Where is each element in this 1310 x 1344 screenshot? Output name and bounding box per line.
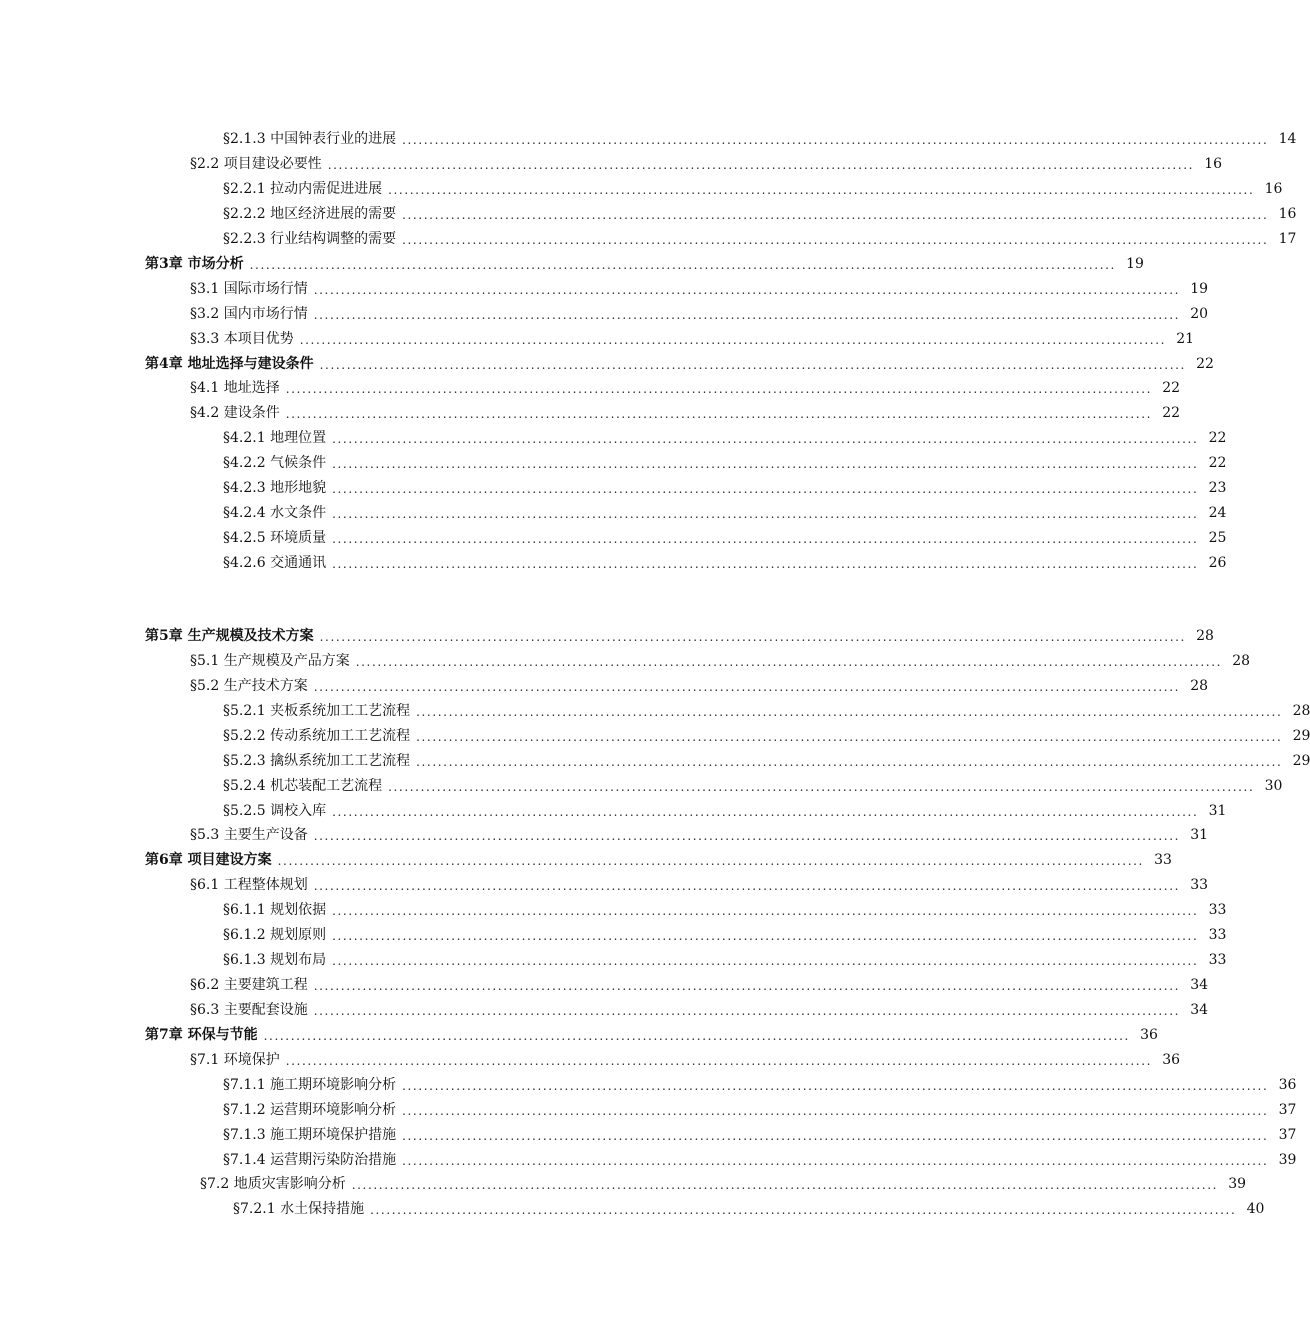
toc-entry-page-number: 33 (1208, 952, 1227, 968)
toc-entry-page-number: 21 (1176, 331, 1195, 347)
dot-leader: ................................................................................................................................................................ (332, 805, 1199, 819)
toc-entry-page-number: 19 (1190, 281, 1209, 297)
toc-entry-title: 第4章 地址选择与建设条件 (145, 356, 314, 372)
toc-entry-page-number: 39 (1228, 1176, 1247, 1192)
toc-entry-title: §7.2.1 水土保持措施 (233, 1201, 365, 1217)
toc-entry-title: §7.2 地质灾害影响分析 (200, 1176, 346, 1192)
dot-leader: ................................................................................................................................................................ (285, 382, 1153, 396)
toc-section-entry[interactable] (223, 698, 1310, 720)
toc-entry-title: 第3章 市场分析 (145, 256, 244, 272)
dot-leader: ................................................................................................................................................................ (351, 1178, 1219, 1192)
dot-leader: ................................................................................................................................................................ (285, 1054, 1153, 1068)
dot-leader: ................................................................................................................................................................ (285, 407, 1153, 421)
toc-entry-title: §5.2.2 传动系统加工工艺流程 (223, 728, 411, 744)
dot-leader: ................................................................................................................................................................ (263, 1029, 1130, 1043)
toc-chapter-entry[interactable] (145, 1022, 1158, 1044)
toc-entry-title: §4.2 建设条件 (190, 405, 280, 421)
toc-entry-page-number: 37 (1278, 1127, 1297, 1143)
toc-entry-page-number: 22 (1208, 455, 1227, 471)
toc-section-entry[interactable] (190, 301, 1209, 323)
dot-leader: ................................................................................................................................................................ (332, 532, 1199, 546)
toc-entry-title: §2.1.3 中国钟表行业的进展 (223, 131, 397, 147)
toc-entry-title: §3.3 本项目优势 (190, 331, 294, 347)
toc-entry-page-number: 26 (1208, 555, 1227, 571)
toc-section-entry[interactable] (223, 748, 1310, 770)
dot-leader: ................................................................................................................................................................ (402, 208, 1269, 222)
dot-leader: ................................................................................................................................................................ (332, 929, 1199, 943)
dot-leader: ................................................................................................................................................................ (402, 1104, 1269, 1118)
dot-leader: ................................................................................................................................................................ (299, 333, 1167, 347)
toc-entry-page-number: 29 (1292, 753, 1310, 769)
toc-entry-title: §5.1 生产规模及产品方案 (190, 653, 350, 669)
toc-entry-title: §4.2.3 地形地貌 (223, 480, 327, 496)
toc-entry-title: §5.2.4 机芯装配工艺流程 (223, 778, 383, 794)
toc-entry-title: §3.2 国内市场行情 (190, 306, 308, 322)
dot-leader: ................................................................................................................................................................ (313, 680, 1181, 694)
toc-entry-title: 第5章 生产规模及技术方案 (145, 628, 314, 644)
toc-section-entry[interactable] (223, 947, 1227, 969)
toc-chapter-entry[interactable] (145, 251, 1144, 273)
toc-entry-page-number: 33 (1190, 877, 1209, 893)
dot-leader: ................................................................................................................................................................ (249, 258, 1116, 272)
toc-entry-page-number: 36 (1140, 1027, 1158, 1043)
toc-entry-page-number: 36 (1278, 1077, 1297, 1093)
toc-section-entry[interactable] (223, 1147, 1297, 1169)
toc-entry-title: §5.2.1 夹板系统加工工艺流程 (223, 703, 411, 719)
dot-leader: ................................................................................................................................................................ (332, 507, 1199, 521)
dot-leader: ................................................................................................................................................................ (402, 233, 1269, 247)
dot-leader: ................................................................................................................................................................ (388, 780, 1255, 794)
toc-entry-title: §5.2 生产技术方案 (190, 678, 308, 694)
toc-section-entry[interactable] (223, 922, 1227, 944)
toc-entry-page-number: 36 (1162, 1052, 1181, 1068)
toc-entry-page-number: 25 (1208, 530, 1227, 546)
toc-entry-page-number: 34 (1190, 977, 1209, 993)
dot-leader: ................................................................................................................................................................ (388, 183, 1255, 197)
toc-entry-page-number: 22 (1208, 430, 1227, 446)
toc-entry-title: §2.2.1 拉动内需促进进展 (223, 181, 383, 197)
toc-chapter-entry[interactable] (145, 847, 1172, 869)
toc-entry-page-number: 28 (1292, 703, 1310, 719)
toc-section-entry[interactable] (223, 126, 1297, 148)
dot-leader: ................................................................................................................................................................ (355, 655, 1223, 669)
toc-entry-title: §4.2.6 交通通讯 (223, 555, 327, 571)
toc-entry-title: 第6章 项目建设方案 (145, 852, 272, 868)
toc-entry-title: §4.2.5 环境质量 (223, 530, 327, 546)
toc-section-entry[interactable] (223, 773, 1283, 795)
toc-entry-page-number: 29 (1292, 728, 1310, 744)
toc-section-entry[interactable] (200, 1171, 1247, 1193)
toc-entry-title: §2.2.3 行业结构调整的需要 (223, 231, 397, 247)
toc-section-entry[interactable] (190, 972, 1209, 994)
dot-leader: ................................................................................................................................................................ (327, 158, 1195, 172)
toc-section-entry[interactable] (190, 673, 1209, 695)
toc-entry-title: §6.1.3 规划布局 (223, 952, 327, 968)
dot-leader: ................................................................................................................................................................ (313, 879, 1181, 893)
toc-entry-title: §5.3 主要生产设备 (190, 827, 308, 843)
toc-entry-page-number: 14 (1278, 131, 1297, 147)
toc-entry-title: §7.1.4 运营期污染防治措施 (223, 1152, 397, 1168)
toc-entry-title: §7.1.3 施工期环境保护措施 (223, 1127, 397, 1143)
toc-entry-title: §6.3 主要配套设施 (190, 1002, 308, 1018)
toc-section-entry[interactable] (223, 1122, 1297, 1144)
toc-entry-title: §2.2.2 地区经济进展的需要 (223, 206, 397, 222)
toc-entry-page-number: 33 (1208, 927, 1227, 943)
dot-leader: ................................................................................................................................................................ (416, 730, 1283, 744)
toc-entry-title: §6.1.1 规划依据 (223, 902, 327, 918)
toc-section-entry[interactable] (223, 176, 1283, 198)
toc-section-entry[interactable] (190, 276, 1209, 298)
toc-entry-title: §6.2 主要建筑工程 (190, 977, 308, 993)
toc-section-entry[interactable] (223, 897, 1227, 919)
toc-entry-page-number: 16 (1278, 206, 1297, 222)
dot-leader: ................................................................................................................................................................ (332, 482, 1199, 496)
toc-section-entry[interactable] (223, 550, 1227, 572)
toc-entry-title: §2.2 项目建设必要性 (190, 156, 322, 172)
toc-entry-page-number: 28 (1196, 628, 1214, 644)
toc-section-entry[interactable] (223, 500, 1227, 522)
toc-entry-page-number: 22 (1196, 356, 1214, 372)
dot-leader: ................................................................................................................................................................ (313, 1004, 1181, 1018)
dot-leader: ................................................................................................................................................................ (402, 133, 1269, 147)
toc-section-entry[interactable] (223, 723, 1310, 745)
toc-entry-page-number: 34 (1190, 1002, 1209, 1018)
toc-entry-title: §4.2.2 气候条件 (223, 455, 327, 471)
toc-entry-page-number: 31 (1190, 827, 1209, 843)
toc-entry-page-number: 23 (1208, 480, 1227, 496)
toc-section-entry[interactable] (223, 201, 1297, 223)
toc-entry-title: §5.2.3 擒纵系统加工工艺流程 (223, 753, 411, 769)
toc-entry-title: §6.1 工程整体规划 (190, 877, 308, 893)
dot-leader: ................................................................................................................................................................ (319, 630, 1186, 644)
toc-section-entry[interactable] (223, 475, 1227, 497)
toc-entry-title: §7.1.1 施工期环境影响分析 (223, 1077, 397, 1093)
toc-section-entry[interactable] (190, 400, 1181, 422)
dot-leader: ................................................................................................................................................................ (332, 432, 1199, 446)
toc-entry-title: §4.2.4 水文条件 (223, 505, 327, 521)
toc-section-entry[interactable] (190, 822, 1209, 844)
toc-entry-page-number: 39 (1278, 1152, 1297, 1168)
dot-leader: ................................................................................................................................................................ (313, 308, 1181, 322)
dot-leader: ................................................................................................................................................................ (332, 904, 1199, 918)
dot-leader: ................................................................................................................................................................ (319, 358, 1186, 372)
dot-leader: ................................................................................................................................................................ (332, 457, 1199, 471)
dot-leader: ................................................................................................................................................................ (313, 829, 1181, 843)
toc-chapter-entry[interactable] (145, 351, 1214, 373)
toc-entry-title: §7.1 环境保护 (190, 1052, 280, 1068)
toc-section-entry[interactable] (223, 798, 1227, 820)
toc-entry-page-number: 37 (1278, 1102, 1297, 1118)
toc-section-entry[interactable] (190, 1047, 1181, 1069)
toc-entry-page-number: 28 (1190, 678, 1209, 694)
dot-leader: ................................................................................................................................................................ (332, 954, 1199, 968)
toc-section-entry[interactable] (223, 525, 1227, 547)
toc-entry-title: 第7章 环保与节能 (145, 1027, 258, 1043)
toc-section-entry[interactable] (223, 226, 1297, 248)
toc-section-entry[interactable] (223, 1072, 1297, 1094)
toc-entry-page-number: 30 (1264, 778, 1283, 794)
toc-entry-title: §4.1 地址选择 (190, 380, 280, 396)
toc-entry-page-number: 33 (1208, 902, 1227, 918)
toc-entry-page-number: 22 (1162, 405, 1181, 421)
dot-leader: ................................................................................................................................................................ (332, 557, 1199, 571)
dot-leader: ................................................................................................................................................................ (416, 705, 1283, 719)
toc-entry-page-number: 19 (1126, 256, 1144, 272)
toc-entry-page-number: 31 (1208, 803, 1227, 819)
dot-leader: ................................................................................................................................................................ (277, 854, 1144, 868)
toc-entry-page-number: 40 (1246, 1201, 1265, 1217)
toc-entry-page-number: 33 (1154, 852, 1172, 868)
toc-entry-title: §6.1.2 规划原则 (223, 927, 327, 943)
toc-entry-page-number: 22 (1162, 380, 1181, 396)
toc-entry-page-number: 24 (1208, 505, 1227, 521)
dot-leader: ................................................................................................................................................................ (313, 979, 1181, 993)
toc-entry-title: §7.1.2 运营期环境影响分析 (223, 1102, 397, 1118)
toc-section-entry[interactable] (190, 151, 1223, 173)
dot-leader: ................................................................................................................................................................ (402, 1154, 1269, 1168)
toc-section-entry[interactable] (223, 450, 1227, 472)
toc-entry-title: §3.1 国际市场行情 (190, 281, 308, 297)
toc-entry-page-number: 17 (1278, 231, 1297, 247)
toc-entry-page-number: 16 (1264, 181, 1283, 197)
dot-leader: ................................................................................................................................................................ (402, 1129, 1269, 1143)
toc-entry-page-number: 20 (1190, 306, 1209, 322)
toc-entry-title: §4.2.1 地理位置 (223, 430, 327, 446)
toc-section-entry[interactable] (190, 648, 1251, 670)
toc-section-entry[interactable] (223, 425, 1227, 447)
toc-section-entry[interactable] (190, 872, 1209, 894)
toc-section-entry[interactable] (190, 997, 1209, 1019)
dot-leader: ................................................................................................................................................................ (402, 1079, 1269, 1093)
dot-leader: ................................................................................................................................................................ (313, 283, 1181, 297)
toc-entry-title: §5.2.5 调校入库 (223, 803, 327, 819)
toc-chapter-entry[interactable] (145, 623, 1214, 645)
dot-leader: ................................................................................................................................................................ (370, 1203, 1237, 1217)
toc-section-entry[interactable] (233, 1196, 1265, 1218)
dot-leader: ................................................................................................................................................................ (416, 755, 1283, 769)
toc-entry-page-number: 28 (1232, 653, 1251, 669)
toc-section-entry[interactable] (190, 375, 1181, 397)
toc-entry-page-number: 16 (1204, 156, 1223, 172)
toc-section-entry[interactable] (190, 326, 1195, 348)
toc-section-entry[interactable] (223, 1097, 1297, 1119)
